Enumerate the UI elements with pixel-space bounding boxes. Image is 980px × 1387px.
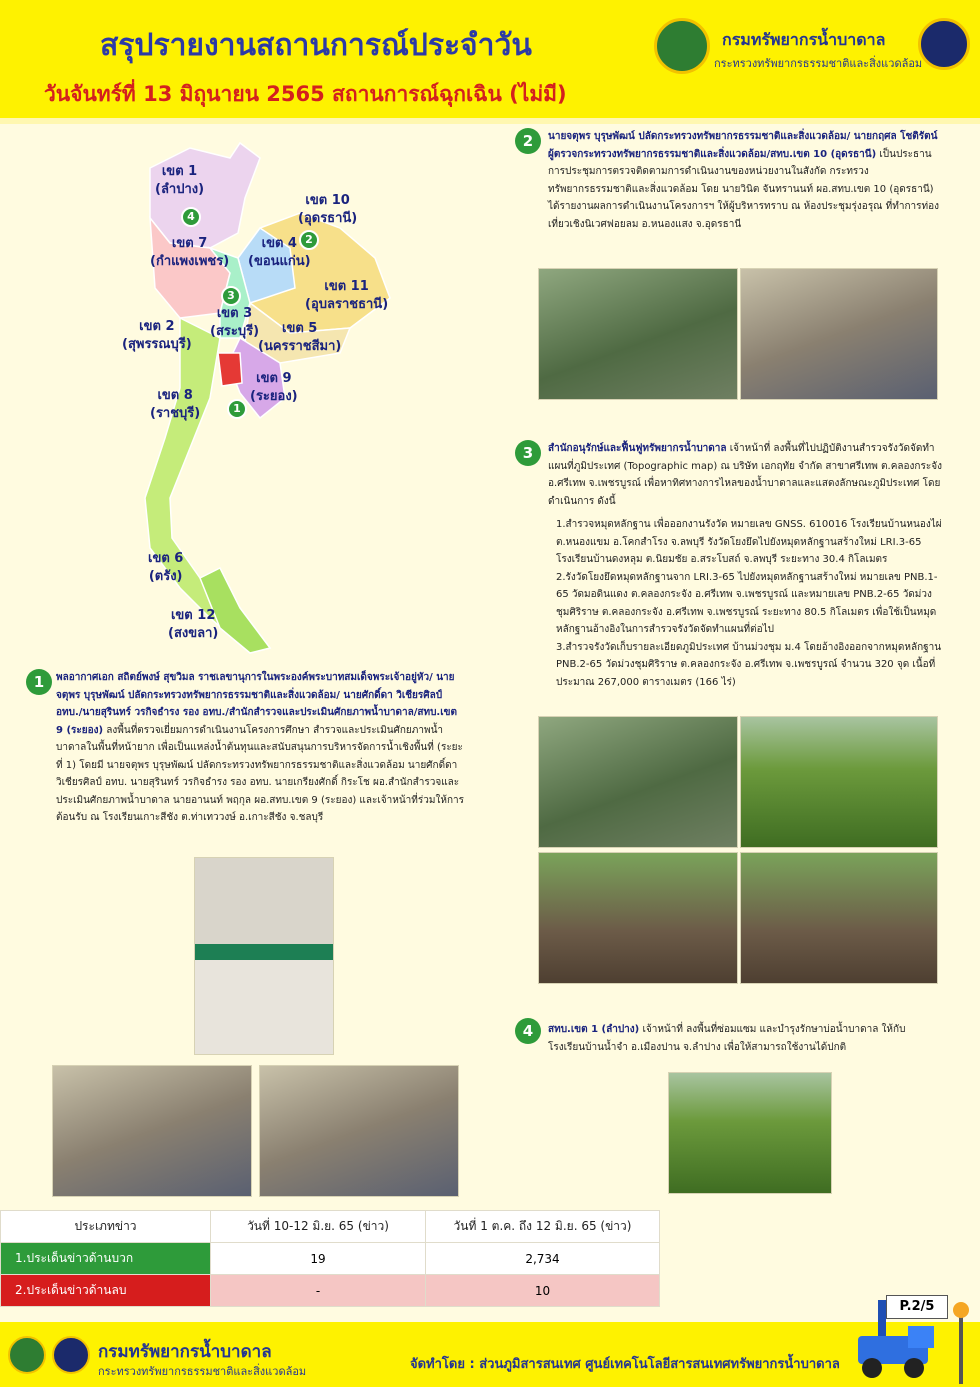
map-zone-1-label: เขต 1 (ลำปาง) [155,164,205,197]
drilling-rig-illustration [848,1296,948,1382]
map-zone-8-label: เขต 8 (ราชบุรี) [150,388,201,421]
footer-org-name: กรมทรัพยากรน้ำบาดาล [98,1342,272,1362]
table-row [1,1275,660,1307]
map-zone-3-label: เขต 3 (สระบุรี) [210,306,260,339]
table-row-label: 1.ประเด็นข่าวด้านบวก [1,1243,211,1275]
table-cell: 10 [426,1275,660,1307]
department-emblem-logo [654,18,710,74]
footer-org-ministry: กระทรวงทรัพยากรธรรมชาติและสิ่งแวดล้อม [98,1365,307,1378]
map-zone-5-label: เขต 5 (นครราชสีมา) [258,321,342,354]
header-org-name: กรมทรัพยากรน้ำบาดาล [722,30,886,49]
item-1-text [56,669,464,827]
item-2-photo-meeting [740,268,938,400]
ministry-emblem-logo [918,18,970,70]
table-header-type: ประเภทข่าว [1,1211,211,1243]
item-3-body: เจ้าหน้าที่ ลงพื้นที่ไปปฏิบัติงานสำรวจรังวัดจัดทำแผนที่ภูมิประเทศ (Topographic map) ณ บริษัท เอกฤทัย จำกัด สาขาศรีเทพ ต.คลองกระจัง อ.ศรีเทพ จ.เพชรบูรณ์ เพื่อหาทิศทางการไหลของน้ำบาดาลและแสดงลักษณะภูมิประเทศ โดยดำเนินการ ดังนี้ [548,443,942,507]
item-3-photo-survey-field [538,716,738,848]
map-zone-7-label: เขต 7 (กำแพงเพชร) [150,236,230,269]
table-header-row [1,1211,660,1243]
item-1-number: 1 [26,669,52,695]
header-org-ministry: กระทรวงทรัพยากรธรรมชาติและสิ่งแวดล้อม [714,57,923,70]
item-3-photo-rice-field [740,716,938,848]
table-header-recent: วันที่ 10-12 มิ.ย. 65 (ข่าว) [211,1211,426,1243]
footer-department-emblem-logo [8,1336,46,1374]
item-3-number: 3 [515,440,541,466]
item-4-number: 4 [515,1018,541,1044]
page-subtitle: วันจันทร์ที่ 13 มิถุนายน 2565 สถานการณ์ฉุกเฉิน (ไม่มี) [44,82,567,106]
item-4-body: เจ้าหน้าที่ ลงพื้นที่ซ่อมแซม และบำรุงรักษาบ่อน้ำบาดาล ให้กับ โรงเรียนบ้านน้ำจำ อ.เมืองปาน จ.ลำปาง เพื่อให้สามารถใช้งานได้ปกติ [548,1024,906,1053]
water-tower-illustration [952,1300,970,1384]
item-2-text [548,128,943,233]
map-zone-12-label: เขต 12 (สงขลา) [168,608,219,641]
item-1-photo-officials-standing [259,1065,459,1197]
item-3-photo-tripod [740,852,938,984]
item-4-photo-well-repair [668,1072,832,1194]
page-title: สรุปรายงานสถานการณ์ประจำวัน [100,28,532,63]
item-2-lead: นายจตุพร บุรุษพัฒน์ ปลัดกระทรวงทรัพยากรธรรมชาติและสิ่งแวดล้อม/ นายกฤศล โชติรัตน์ ผู้ตรวจกระทรวงทรัพยากรธรรมชาติและสิ่งแวดล้อม/สทบ.เขต 10 (อุดรธานี) [548,131,938,160]
item-2-body: เป็นประธานการประชุมการตรวจติดตามการดำเนินงานของหน่วยงานในสังกัด กระทรวงทรัพยากรธรรมชาติและสิ่งแวดล้อม โดย นายวินิต จันทรานนท์ ผอ.สทบ.เขต 10 (อุดรธานี) ได้รายงานผลการดำเนินงานโครงการฯ ให้ผู้บริหารทราบ ณ ห้องประชุมรุ่งอรุณ ที่ทำการท่องเที่ยวเชิงนิเวศฟอยลม อ.หนองแสง จ.อุดรธานี [548,148,939,230]
footer-prepared-by: จัดทำโดย : ส่วนภูมิสารสนเทศ ศูนย์เทคโนโลยีสารสนเทศทรัพยากรน้ำบาดาล [410,1357,840,1372]
item-3-text [548,440,943,510]
item-1-photo-poster [194,857,334,1055]
item-2-number: 2 [515,128,541,154]
item-3-step-1: 1.สำรวจหมุดหลักฐาน เพื่อออกงานรังวัด หมายเลข GNSS. 610016 โรงเรียนบ้านหนองไผ่ ต.หนองแขม อ.โคกสำโรง จ.ลพบุรี รังวัดโยงยึดไปยังหมุดหลักฐานสร้างใหม่ LRI.3-65 โรงเรียนบ้านดงหลุม ต.นิยมชัย อ.สระโบสถ์ จ.ลพบุรี ระยะทาง 30.4 กิโลเมตร [556,519,942,565]
item-3-step-3: 3.สำรวจรังวัดเก็บรายละเอียดภูมิประเทศ บ้านม่วงชุม ม.4 โดยอ้างอิงออกจากหมุดหลักฐาน PNB.2-65 วัดม่วงชุมศิริราษ ต.คลองกระจัง อ.ศรีเทพ จ.เพชรบูรณ์ จำนวน 320 จุด เนื้อที่ประมาณ 267,000 ตารางเมตร (166 ไร่) [556,641,942,688]
map-marker-3: 3 [221,286,241,306]
item-3-steps [556,516,943,691]
header-divider [0,118,980,124]
table-cell: 19 [211,1243,426,1275]
item-3-lead: สำนักอนุรักษ์และฟื้นฟูทรัพยากรน้ำบาดาล [548,443,727,454]
map-zone-2-label: เขต 2 (สุพรรณบุรี) [122,319,192,352]
map-marker-2: 2 [299,230,319,250]
zone-bangkok-shape [218,353,242,386]
map-zone-6-label: เขต 6 (ตรัง) [148,551,184,584]
table-cell: 2,734 [426,1243,660,1275]
item-1-photo-officials-table [52,1065,252,1197]
map-zone-4-label: เขต 4 (ขอนแก่น) [248,236,311,269]
item-1-body: ลงพื้นที่ตรวจเยี่ยมการดำเนินงานโครงการศึกษา สำรวจและประเมินศักยภาพน้ำบาดาลในพื้นที่หน้ายาก เพื่อเป็นแหล่งน้ำต้นทุนและสนับสนุนการบริหารจัดการน้ำเชิงพื้นที่ (ระยะที่ 1) โดยมี นายจตุพร บุรุษพัฒน์ ปลัดกระทรวงทรัพยากรธรรมชาติและสิ่งแวดล้อม นายศักดิ์ดา วิเชียรศิลป์ อทบ. นายสุรินทร์ วรกิจธำรง รอง อทบ. นายเกรียงศักดิ์ กิระโช ผอ.สำนักสำรวจและประเมินศักยภาพน้ำบาดาล นายอานนท์ พฤกุล ผอ.สทบ.เขต 9 (ระยอง) และเจ้าหน้าที่ร่วมให้การต้อนรับ ณ โรงเรียนเกาะสีชัง ต.ท่าเทววงษ์ อ.เกาะสีชัง จ.ชลบุรี [56,724,464,823]
map-zone-9-label: เขต 9 (ระยอง) [250,371,298,404]
table-row [1,1243,660,1275]
map-zone-10-label: เขต 10 (อุดรธานี) [298,193,358,226]
item-2-photo-group [538,268,738,400]
table-cell: - [211,1275,426,1307]
item-4-lead: สทบ.เขต 1 (ลำปาง) [548,1024,640,1035]
news-summary-table [0,1210,660,1307]
page-number: P.2/5 [886,1295,948,1319]
item-4-text [548,1021,943,1056]
item-3-photo-benchmark [538,852,738,984]
table-header-cumulative: วันที่ 1 ต.ค. ถึง 12 มิ.ย. 65 (ข่าว) [426,1211,660,1243]
map-marker-4: 4 [181,207,201,227]
map-zone-11-label: เขต 11 (อุบลราชธานี) [305,279,389,312]
table-row-label: 2.ประเด็นข่าวด้านลบ [1,1275,211,1307]
footer-ministry-emblem-logo [52,1336,90,1374]
map-marker-1: 1 [227,399,247,419]
item-3-step-2: 2.รังวัดโยงยึดหมุดหลักฐานจาก LRI.3-65 ไปยังหมุดหลักฐานสร้างใหม่ หมายเลข PNB.1-65 วัดมอดินแดง ต.คลองกระจัง อ.ศรีเทพ จ.เพชรบูรณ์ และหมายเลข PNB.2-65 วัดม่วงชุมศิริราษ ต.คลองกระจัง อ.ศรีเทพ จ.เพชรบูรณ์ ระยะทาง 80.5 กิโลเมตร เพื่อใช้เป็นหมุดหลักฐานอ้างอิงในการสำรวจรังวัดจัดทำแผนที่ต่อไป [556,571,938,635]
item-1-lead: พลอากาศเอก สถิตย์พงษ์ สุขวิมล ราชเลขานุการในพระองค์พระบาทสมเด็จพระเจ้าอยู่หัว/ นายจตุพร บุรุษพัฒน์ ปลัดกระทรวงทรัพยากรธรรมชาติและสิ่งแวดล้อม/ นายศักดิ์ดา วิเชียรศิลป์ อทบ./นายสุรินทร์ วรกิจธำรง รอง อทบ./สำนักสำรวจและประเมินศักยภาพน้ำบาดาล/สทบ.เขต 9 (ระยอง) [56,672,457,736]
